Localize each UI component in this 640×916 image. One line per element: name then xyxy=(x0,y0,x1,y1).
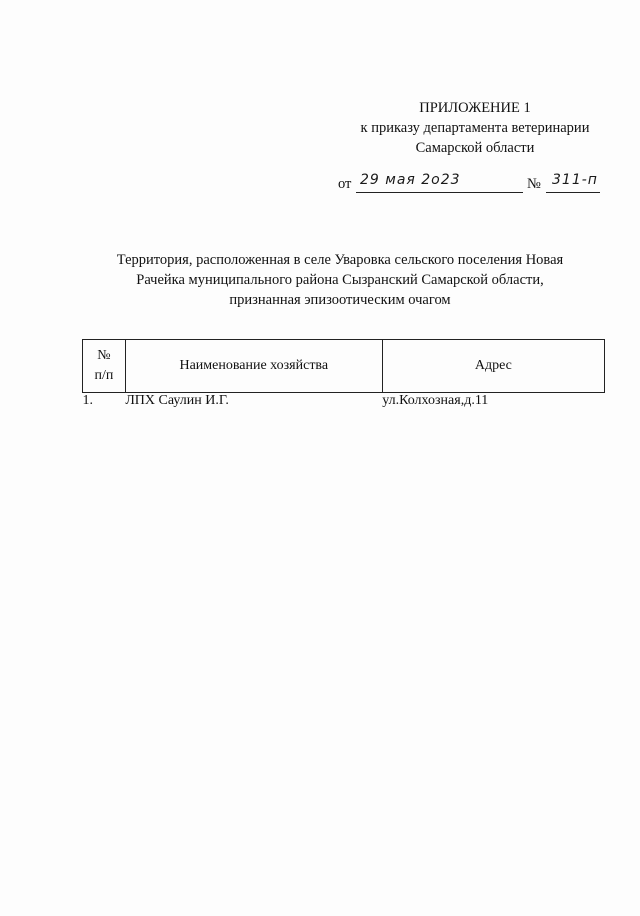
appendix-title: ПРИЛОЖЕНИЕ 1 xyxy=(419,100,531,116)
header-address: Адрес xyxy=(382,340,604,393)
order-number-handwritten: 311-п xyxy=(552,172,598,188)
header-number xyxy=(83,340,126,393)
row-number: 1. xyxy=(82,393,93,408)
header-farm-name: Наименование хозяйства xyxy=(125,340,382,393)
appendix-header xyxy=(330,98,620,158)
order-number-underline xyxy=(546,192,600,193)
order-date-underline xyxy=(356,192,523,193)
heading-line-1: Территория, расположенная в селе Уваровка сельского поселения Новая xyxy=(116,252,564,268)
appendix-order-reference: к приказу департамента ветеринарии xyxy=(360,120,590,136)
table-row xyxy=(83,393,605,414)
heading-line-2: Рачейка муниципального района Сызранский Самарской области, xyxy=(136,272,544,288)
order-date-number xyxy=(338,172,608,198)
heading-line-3: признанная эпизоотическим очагом xyxy=(229,292,451,308)
order-number-label: № xyxy=(527,176,541,192)
order-date-handwritten: 29 мая 2о23 xyxy=(360,172,461,188)
row-farm-name: ЛПХ Саулин И.Г. xyxy=(125,393,229,408)
document-heading xyxy=(90,250,590,310)
header-number-pp: п/п xyxy=(94,368,114,383)
farms-table xyxy=(82,339,605,413)
table-header-row xyxy=(83,340,605,393)
order-from-label: от xyxy=(338,176,352,192)
header-number-sign: № xyxy=(97,348,111,363)
appendix-region: Самарской области xyxy=(415,140,535,156)
row-address: ул.Колхозная,д.11 xyxy=(382,393,489,408)
